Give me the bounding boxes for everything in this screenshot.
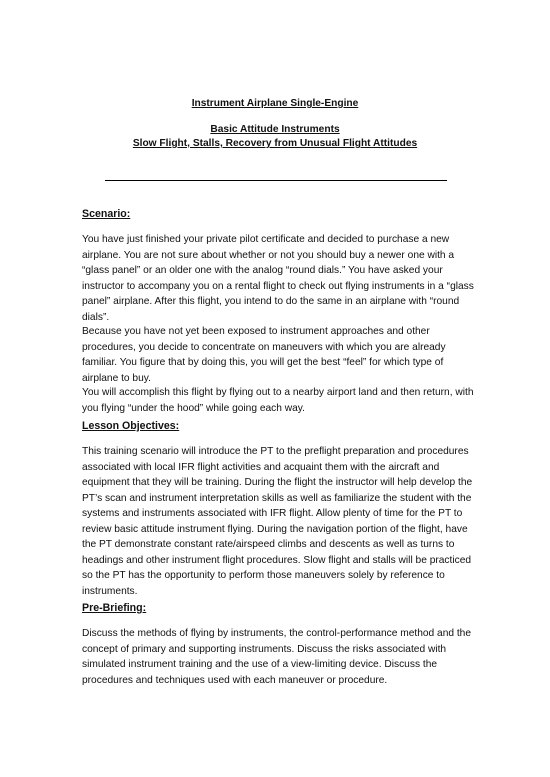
horizontal-divider bbox=[105, 180, 447, 181]
scenario-paragraph-3: You will accomplish this flight by flying out to a nearby airport land and then return, with you flying “under the hood” while going each way. bbox=[82, 387, 474, 414]
lesson-objectives-heading: Lesson Objectives: bbox=[82, 420, 180, 432]
scenario-heading: Scenario: bbox=[82, 208, 131, 220]
document-title: Instrument Airplane Single-Engine bbox=[191, 98, 359, 109]
document-subtitle-line1: Basic Attitude Instruments bbox=[210, 124, 340, 135]
scenario-paragraph-1: You have just finished your private pilot certificate and decided to purchase a new airplane. You are not sure about whether or not you should buy a newer one with a “glass panel” or an older one with the analog “round dials.” You have asked your instructor to accompany you on a rental flight to check out flying instruments in a “glass panel” airplane. After this flight, you intend to do the same in an airplane with “round dials”. bbox=[82, 234, 474, 323]
lesson-objectives-paragraph: This training scenario will introduce the PT to the preflight preparation and procedures associated with local IFR flight activities and acquaint them with the aircraft and equipment that they will be training. During the flight the instructor will help develop the PT’s scan and instrument interpretation skills as well as familiarize the student with the systems and instruments associated with IFR flight. Allow plenty of time for the PT to review basic attitude instrument flying. During the navigation portion of the flight, have the PT demonstrate constant rate/airspeed climbs and descents as well as turns to headings and other instrument flight procedures. Slow flight and stalls will be practiced so the PT has the opportunity to perform those maneuvers solely by reference to instruments. bbox=[82, 446, 473, 597]
pre-briefing-paragraph: Discuss the methods of flying by instruments, the control-performance method and the concept of primary and supporting instruments. Discuss the risks associated with simulated instrument training and the use of a view-limiting device. Discuss the procedures and techniques used with each maneuver or procedure. bbox=[82, 628, 472, 686]
pre-briefing-heading: Pre-Briefing: bbox=[82, 602, 147, 614]
document-subtitle-line2: Slow Flight, Stalls, Recovery from Unusual Flight Attitudes bbox=[132, 138, 418, 149]
scenario-paragraph-2: Because you have not yet been exposed to instrument approaches and other procedures, you decide to concentrate on maneuvers with which you are already familiar. You figure that by doing this, you will get the best “feel” for which type of airplane to buy. bbox=[82, 326, 446, 384]
